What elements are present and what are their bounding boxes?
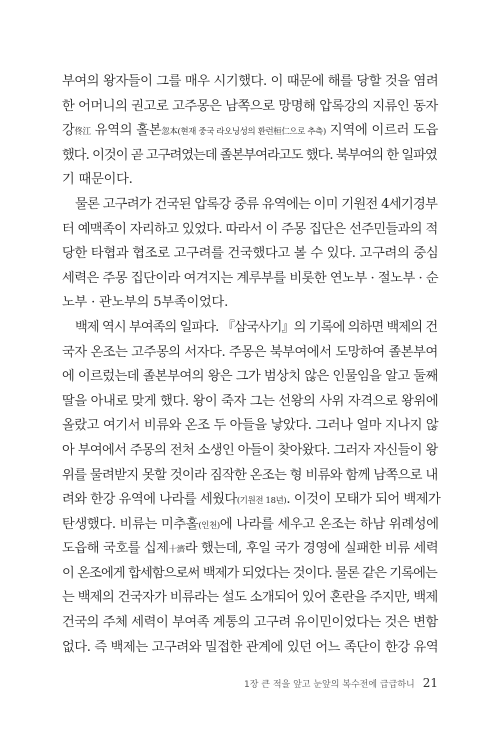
text-line: 노부 · 관노부의 5부족이었다. — [62, 295, 229, 311]
text-line: 물론 고구려가 건국된 압록강 중류 유역에는 이미 기원전 4세기경부 — [75, 196, 438, 212]
text-line: 했다. 이것이 곧 고구려였는데 졸본부여라고도 했다. 북부여의 한 일파였 — [62, 147, 437, 163]
text-run: 탄생했다. 비류는 미추홀 — [62, 516, 199, 532]
running-head: 1장 큰 적을 앞고 눈앞의 복수전에 급급하니 — [244, 680, 415, 690]
text-line: 터 예맥족이 자리하고 있었다. 따라서 이 주몽 집단은 선주민들과의 적 — [62, 221, 438, 237]
text-run: 려와 한강 유역에 나라를 세웠다 — [62, 492, 237, 508]
text-line: 세력은 주몽 집단이라 여겨지는 계루부를 비롯한 연노부 · 절노부 · 순 — [62, 270, 439, 286]
text-line: 위를 물려받지 못할 것이라 짐작한 온조는 형 비류와 함께 남쪽으로 내 — [62, 467, 438, 483]
text-line: 딸을 아내로 맞게 했다. 왕이 죽자 그는 선왕의 사위 자격으로 왕위에 — [62, 393, 439, 409]
paragraph — [62, 316, 441, 660]
text-line — [62, 488, 441, 513]
text-line — [62, 119, 438, 144]
text-line: 백제 역시 부여족의 일파다. 『삼국사기』의 기록에 의하면 백제의 건 — [75, 319, 438, 335]
paragraph — [62, 193, 438, 316]
annotation-text: (기원전 18년) — [236, 495, 287, 506]
page-footer — [244, 676, 438, 690]
text-run: 지역에 이르러 도읍 — [325, 123, 439, 139]
text-line — [62, 513, 438, 538]
paragraph — [62, 70, 438, 193]
text-run: . 이것이 모태가 되어 백제가 — [286, 492, 441, 508]
text-line: 건국의 주체 세력이 부여족 계통의 고구려 유이민이었다는 것은 변함 — [62, 615, 438, 631]
annotation-text: (인천) — [198, 519, 220, 530]
text-run: 도읍해 국호를 십제 — [62, 541, 169, 557]
text-line: 는 백제의 건국자가 비류라는 설도 소개되어 있어 혼란을 주지만, 백제 — [62, 590, 438, 606]
text-line: 이 온조에게 합세함으로써 백제가 되었다는 것이다. 물론 같은 기록에는 — [62, 565, 437, 581]
annotation-text: 十濟 — [168, 544, 185, 555]
annotation-text: 忽本(현재 중국 라오닝성의 환런桓仁으로 추측) — [161, 126, 326, 137]
text-run: 라 했는데, 후일 국가 경영에 실패한 비류 세력 — [184, 541, 439, 557]
text-line: 한 어머니의 권고로 고주몽은 남쪽으로 망명해 압록강의 지류인 동자 — [62, 98, 438, 114]
page-body — [62, 70, 441, 660]
text-line: 당한 타협과 협조로 고구려를 건국했다고 볼 수 있다. 고구려의 중심 — [62, 246, 439, 262]
text-line: 부여의 왕자들이 그를 매우 시기했다. 이 때문에 해를 당할 것을 염려 — [62, 74, 439, 89]
text-line: 에 이르렀는데 졸본부여의 왕은 그가 범상치 않은 인물임을 알고 둘째 — [62, 369, 438, 385]
text-run: 강 — [62, 123, 75, 139]
text-line: 아 부여에서 주몽의 전처 소생인 아들이 찾아왔다. 그러자 자신들이 왕 — [62, 442, 438, 458]
text-line: 없다. 즉 백제는 고구려와 밀접한 관계에 있던 어느 족단이 한강 유역 — [62, 639, 439, 655]
text-run: 유역의 홀본 — [90, 123, 162, 139]
page-number: 21 — [422, 676, 438, 690]
text-line — [62, 537, 438, 562]
body-text — [62, 70, 441, 660]
text-line: 올랐고 여기서 비류와 온조 두 아들을 낳았다. 그러나 얼마 지나지 않 — [62, 418, 439, 434]
text-run: 에 나라를 세우고 온조는 하남 위례성에 — [219, 516, 439, 532]
text-line: 국자 온조는 고주몽의 서자다. 주몽은 북부여에서 도망하여 졸본부여 — [62, 344, 438, 360]
text-line: 기 때문이다. — [62, 172, 133, 188]
annotation-text: 佟江 — [74, 126, 91, 137]
